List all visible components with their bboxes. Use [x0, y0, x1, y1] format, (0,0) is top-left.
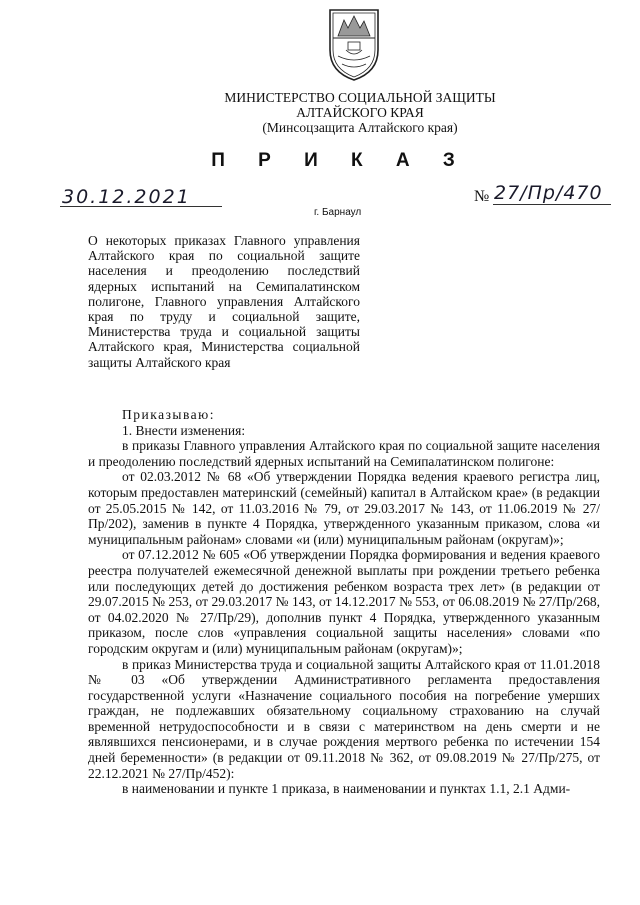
ministry-name-line1: МИНИСТЕРСТВО СОЦИАЛЬНОЙ ЗАЩИТЫ [224, 90, 496, 105]
ministry-short-name: (Минсоцзащита Алтайского края) [262, 120, 458, 135]
document-subject: О некоторых приказах Главного управления Алтайского края по социальной защите населения и преодолению последствий ядерных испытаний на Семипалатинском полигоне, Главного управления Алтайского края по труду и социальной защите, Министерства труда и социальной защиты Алтайского края, Министерства социальной защиты Алтайского края [88, 233, 360, 370]
body-paragraph: от 07.12.2012 № 605 «Об утверждении Порядка формирования и ведения краевого реестра получателей ежемесячной денежной выплаты при рождении третьего ребенка или последующих детей до достижения ребенком возраста трех лет» (в редакции от 29.07.2015 № 253, от 29.03.2017 № 143, от 14.12.2017 № 553, от 06.08.2019 № 27/Пр/268, от 04.02.2020 № 27/Пр/29), дополнив пункт 4 Порядка, утвержденного указанным приказом, после слов «управления социальной защиты населения» словами «по городским округам и (или) муниципальным районам (округам)»; [88, 547, 600, 656]
ministry-header [160, 90, 560, 135]
document-body [88, 407, 600, 797]
date-underline [60, 206, 222, 207]
body-paragraph: в наименовании и пункте 1 приказа, в наименовании и пунктах 1.1, 2.1 Адми- [122, 781, 571, 797]
document-title: П Р И К А З [211, 150, 469, 171]
body-paragraph: от 02.03.2012 № 68 «Об утверждении Порядка ведения краевого регистра лиц, которым предоставлен материнский (семейный) капитал в Алтайском крае» (в редакции от 25.05.2015 № 142, от 11.03.2016 № 79, от 29.03.2017 № 143, от 11.06.2019 № 27/Пр/202), заменив в пункте 4 Порядка, утвержденного указанным приказом, слова «и муниципальным районам» словами «и (или) муниципальным районам (округам)»; [88, 469, 600, 547]
ministry-name-line2: АЛТАЙСКОГО КРАЯ [296, 105, 424, 120]
body-paragraph: Приказываю: [122, 407, 215, 422]
body-paragraph: 1. Внести изменения: [122, 422, 246, 438]
document-number-prefix: № [474, 188, 490, 205]
body-paragraph: в приказы Главного управления Алтайского края по социальной защите населения и преодолению последствий ядерных испытаний на Семипалатинском полигоне: [88, 438, 600, 469]
number-underline [493, 204, 611, 205]
body-paragraph: в приказ Министерства труда и социальной защиты Алтайского края от 11.01.2018 № 03 «Об утверждении Административного регламента предоставления государственной услуги «Назначение социального пособия на погребение умерших граждан, не подлежавших обязательному социальному страхованию на случай временной нетрудоспособности и в связи с материнством на день смерти и не являвшихся пенсионерами, и в случае рождения мертвого ребенка по истечении 154 дней беременности» (в редакции от 09.11.2018 № 362, от 09.08.2019 № 27/Пр/275, от 22.12.2021 № 27/Пр/452): [88, 656, 600, 781]
city-name: г. Барнаул [314, 207, 362, 218]
document-number: 27/Пр/470 [494, 182, 603, 204]
document-date: 30.12.2021 [62, 186, 191, 208]
coat-of-arms-icon [324, 6, 384, 82]
